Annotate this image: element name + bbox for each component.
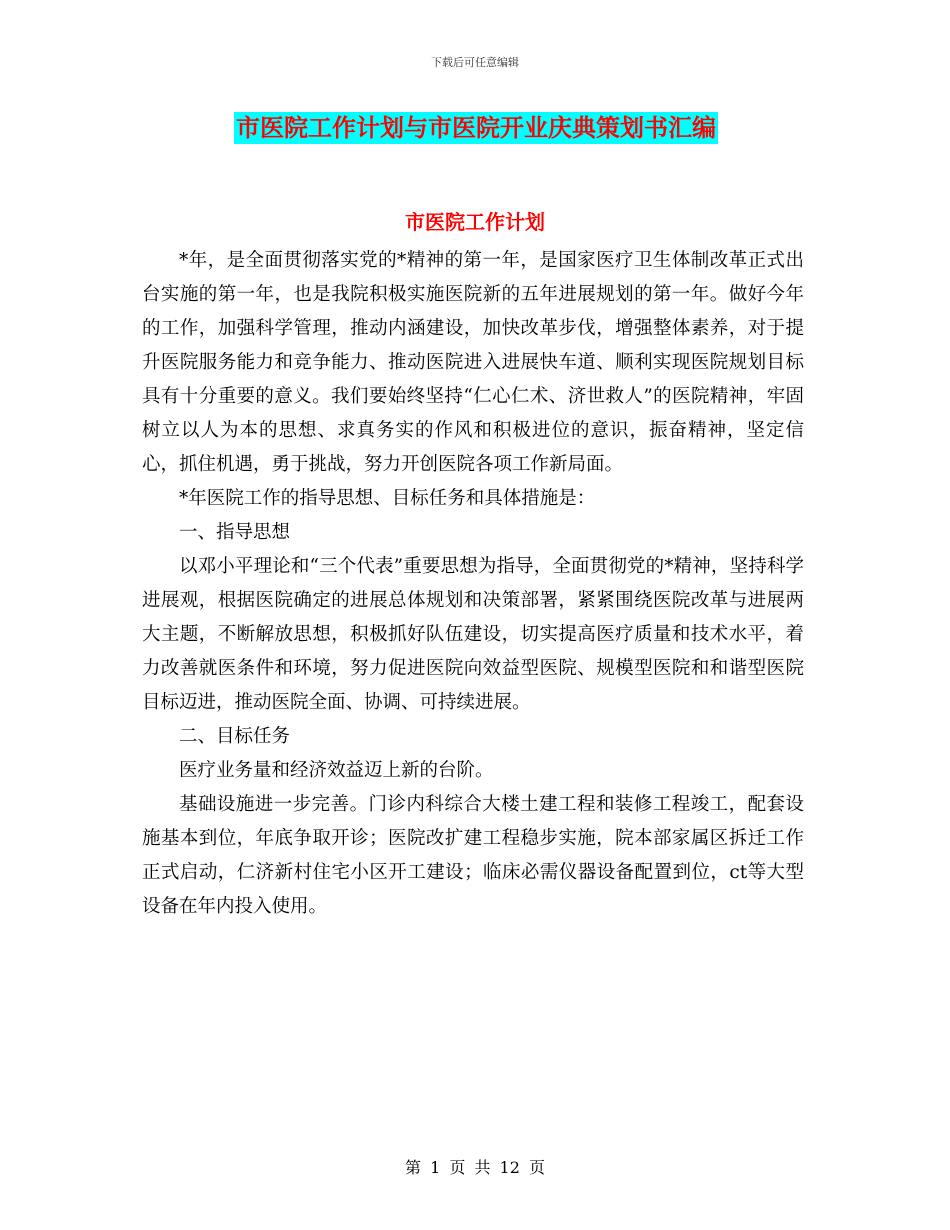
heading-guiding-thought: 一、指导思想 bbox=[179, 522, 291, 543]
document-title: 市医院工作计划与市医院开业庆典策划书汇编 bbox=[236, 113, 716, 142]
paragraph: *年医院工作的指导思想、目标任务和具体措施是： bbox=[179, 488, 596, 509]
page-number: 第 1 页 共 12 页 bbox=[405, 1158, 545, 1177]
paragraph: *年，是全面贯彻落实党的*精神的第一年，是国家医疗卫生体制改革正式出台实施的第一年，也是我院积极实施医院新的五年进展规划的第一年。做好今年的工作，加强科学管理，推动内涵建设，加快改革步伐，增强整体素养，对于提升医院服务能力和竞争能力、推动医院进入进展快车道、顺利实现医院规划目标具有十分重要的意义。我们要始终坚持“仁心仁术、济世救人”的医院精神，牢固树立以人为本的思想、求真务实的作风和积极进位的意识，振奋精神，坚定信心，抓住机遇，勇于挑战，努力开创医院各项工作新局面。 bbox=[142, 250, 804, 475]
heading-goals: 二、目标任务 bbox=[179, 726, 291, 747]
document-body bbox=[142, 244, 804, 924]
paragraph: 以邓小平理论和“三个代表”重要思想为指导，全面贯彻党的*精神，坚持科学进展观，根据医院确定的进展总体规划和决策部署，紧紧围绕医院改革与进展两大主题，不断解放思想，积极抓好队伍建设，切实提高医疗质量和技术水平，着力改善就医条件和环境，努力促进医院向效益型医院、规模型医院和和谐型医院目标迈进，推动医院全面、协调、可持续进展。 bbox=[142, 556, 804, 713]
section-title: 市医院工作计划 bbox=[405, 210, 545, 234]
paragraph: 医疗业务量和经济效益迈上新的台阶。 bbox=[179, 760, 494, 781]
header-note: 下载后可任意编辑 bbox=[431, 56, 519, 69]
paragraph: 基础设施进一步完善。门诊内科综合大楼土建工程和装修工程竣工，配套设施基本到位，年底争取开诊；医院改扩建工程稳步实施，院本部家属区拆迁工作正式启动，仁济新村住宅小区开工建设；临床必需仪器设备配置到位，ct等大型设备在年内投入使用。 bbox=[142, 794, 804, 917]
